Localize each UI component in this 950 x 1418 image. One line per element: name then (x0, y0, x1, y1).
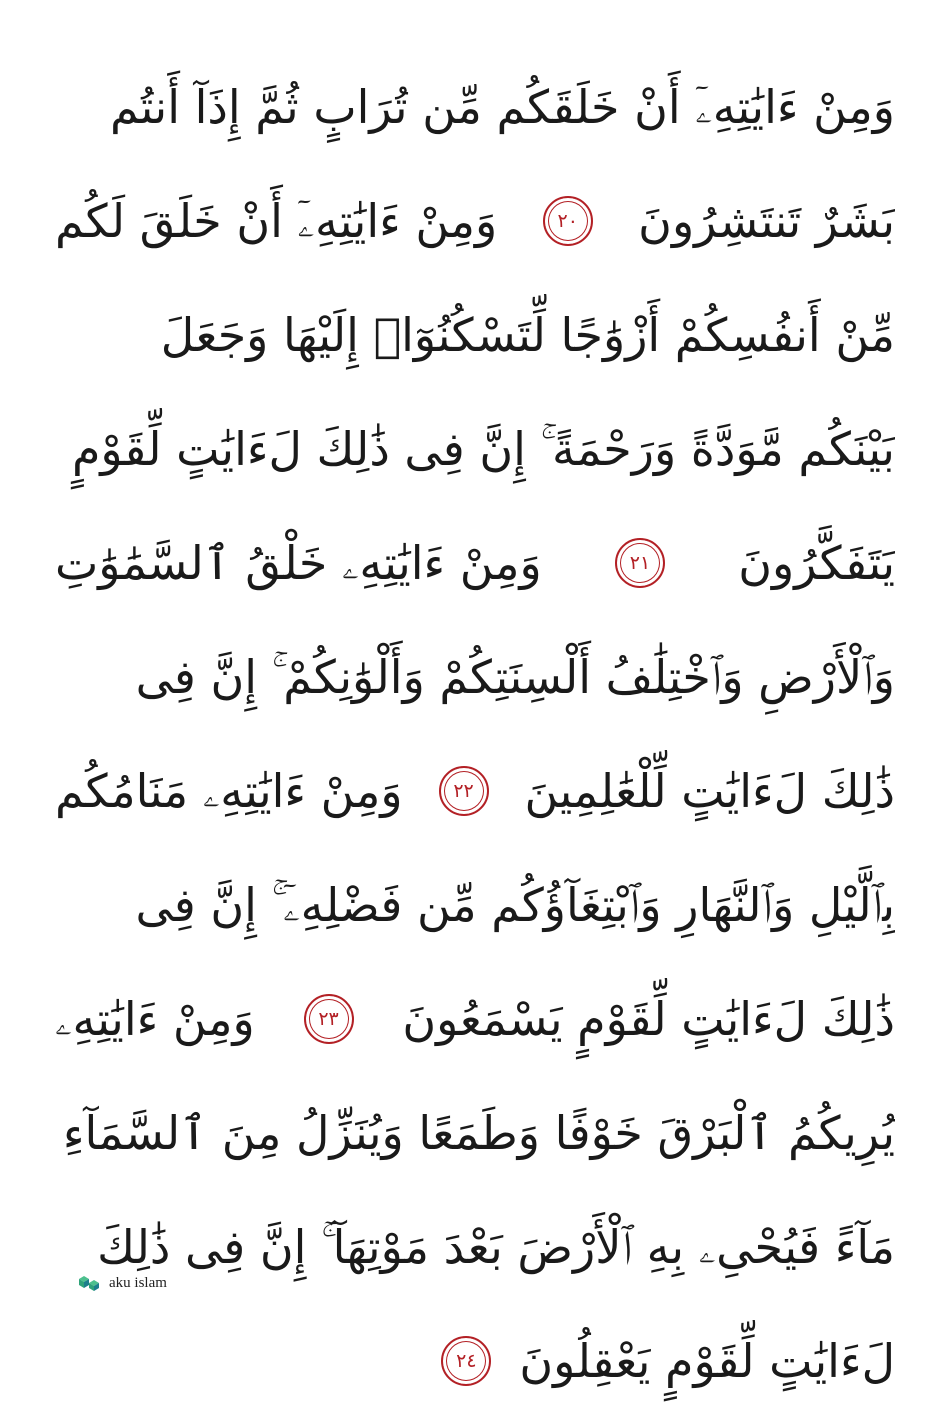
verse-line (55, 734, 895, 848)
verse-text: يَتَفَكَّرُونَ (738, 536, 895, 590)
verse-text: وَمِنْ ءَايَٰتِهِۦ (55, 992, 255, 1046)
verse-line (55, 848, 895, 962)
verse-text: وَمِنْ ءَايَٰتِهِۦ خَلْقُ ٱلسَّمَٰوَٰتِ (55, 536, 542, 590)
verse-text: بَيْنَكُم مَّوَدَّةً وَرَحْمَةً ۚ إِنَّ فِى ذَٰلِكَ لَءَايَٰتٍ لِّقَوْمٍ (71, 422, 895, 476)
ayah-number-marker: ٢٢ (439, 766, 489, 816)
verse-line (55, 962, 895, 1076)
verse-text: مَآءً فَيُحْىِۦ بِهِ ٱلْأَرْضَ بَعْدَ مَوْتِهَآ ۚ إِنَّ فِى ذَٰلِكَ (97, 1220, 895, 1274)
verse-text: وَمِنْ ءَايَٰتِهِۦٓ أَنْ خَلَقَ لَكُم (55, 194, 498, 248)
ayah-number-marker: ٢٤ (441, 1336, 491, 1386)
verse-line (55, 278, 895, 392)
verse-line (55, 1076, 895, 1190)
ayah-number-marker: ٢٣ (304, 994, 354, 1044)
verse-text: بَشَرٌ تَنتَشِرُونَ (638, 194, 895, 248)
verse-text: وَٱلْأَرْضِ وَٱخْتِلَٰفُ أَلْسِنَتِكُمْ وَأَلْوَٰنِكُمْ ۚ إِنَّ فِى (135, 650, 895, 704)
cube-logo-icon (77, 1274, 103, 1292)
verse-text: يُرِيكُمُ ٱلْبَرْقَ خَوْفًا وَطَمَعًا وَيُنَزِّلُ مِنَ ٱلسَّمَآءِ (62, 1106, 895, 1160)
verse-line (55, 620, 895, 734)
verse-text: ذَٰلِكَ لَءَايَٰتٍ لِّقَوْمٍ يَسْمَعُونَ (402, 992, 895, 1046)
verse-line (55, 1304, 895, 1418)
logo-text: aku islam (109, 1274, 167, 1291)
verse-line (55, 1190, 895, 1304)
ayah-number-marker: ٢١ (615, 538, 665, 588)
verse-line (55, 164, 895, 278)
verse-text: ذَٰلِكَ لَءَايَٰتٍ لِّلْعَٰلِمِينَ (524, 764, 895, 818)
verse-text: بِٱلَّيْلِ وَٱلنَّهَارِ وَٱبْتِغَآؤُكُم مِّن فَضْلِهِۦٓ ۚ إِنَّ فِى (135, 878, 895, 932)
footer-logo (77, 1274, 167, 1292)
verse-text: وَمِنْ ءَايَٰتِهِۦ مَنَامُكُم (55, 764, 403, 818)
verse-text: مِّنْ أَنفُسِكُمْ أَزْوَٰجًا لِّتَسْكُنُوٓا۟ إِلَيْهَا وَجَعَلَ (160, 308, 895, 362)
verse-text: وَمِنْ ءَايَٰتِهِۦٓ أَنْ خَلَقَكُم مِّن تُرَابٍ ثُمَّ إِذَآ أَنتُم (109, 80, 895, 134)
verse-line (55, 506, 895, 620)
ayah-number-marker: ٢٠ (543, 196, 593, 246)
verse-line (55, 50, 895, 164)
verse-line (55, 392, 895, 506)
verse-text: لَءَايَٰتٍ لِّقَوْمٍ يَعْقِلُونَ (519, 1334, 895, 1388)
verse-block (55, 50, 895, 1418)
